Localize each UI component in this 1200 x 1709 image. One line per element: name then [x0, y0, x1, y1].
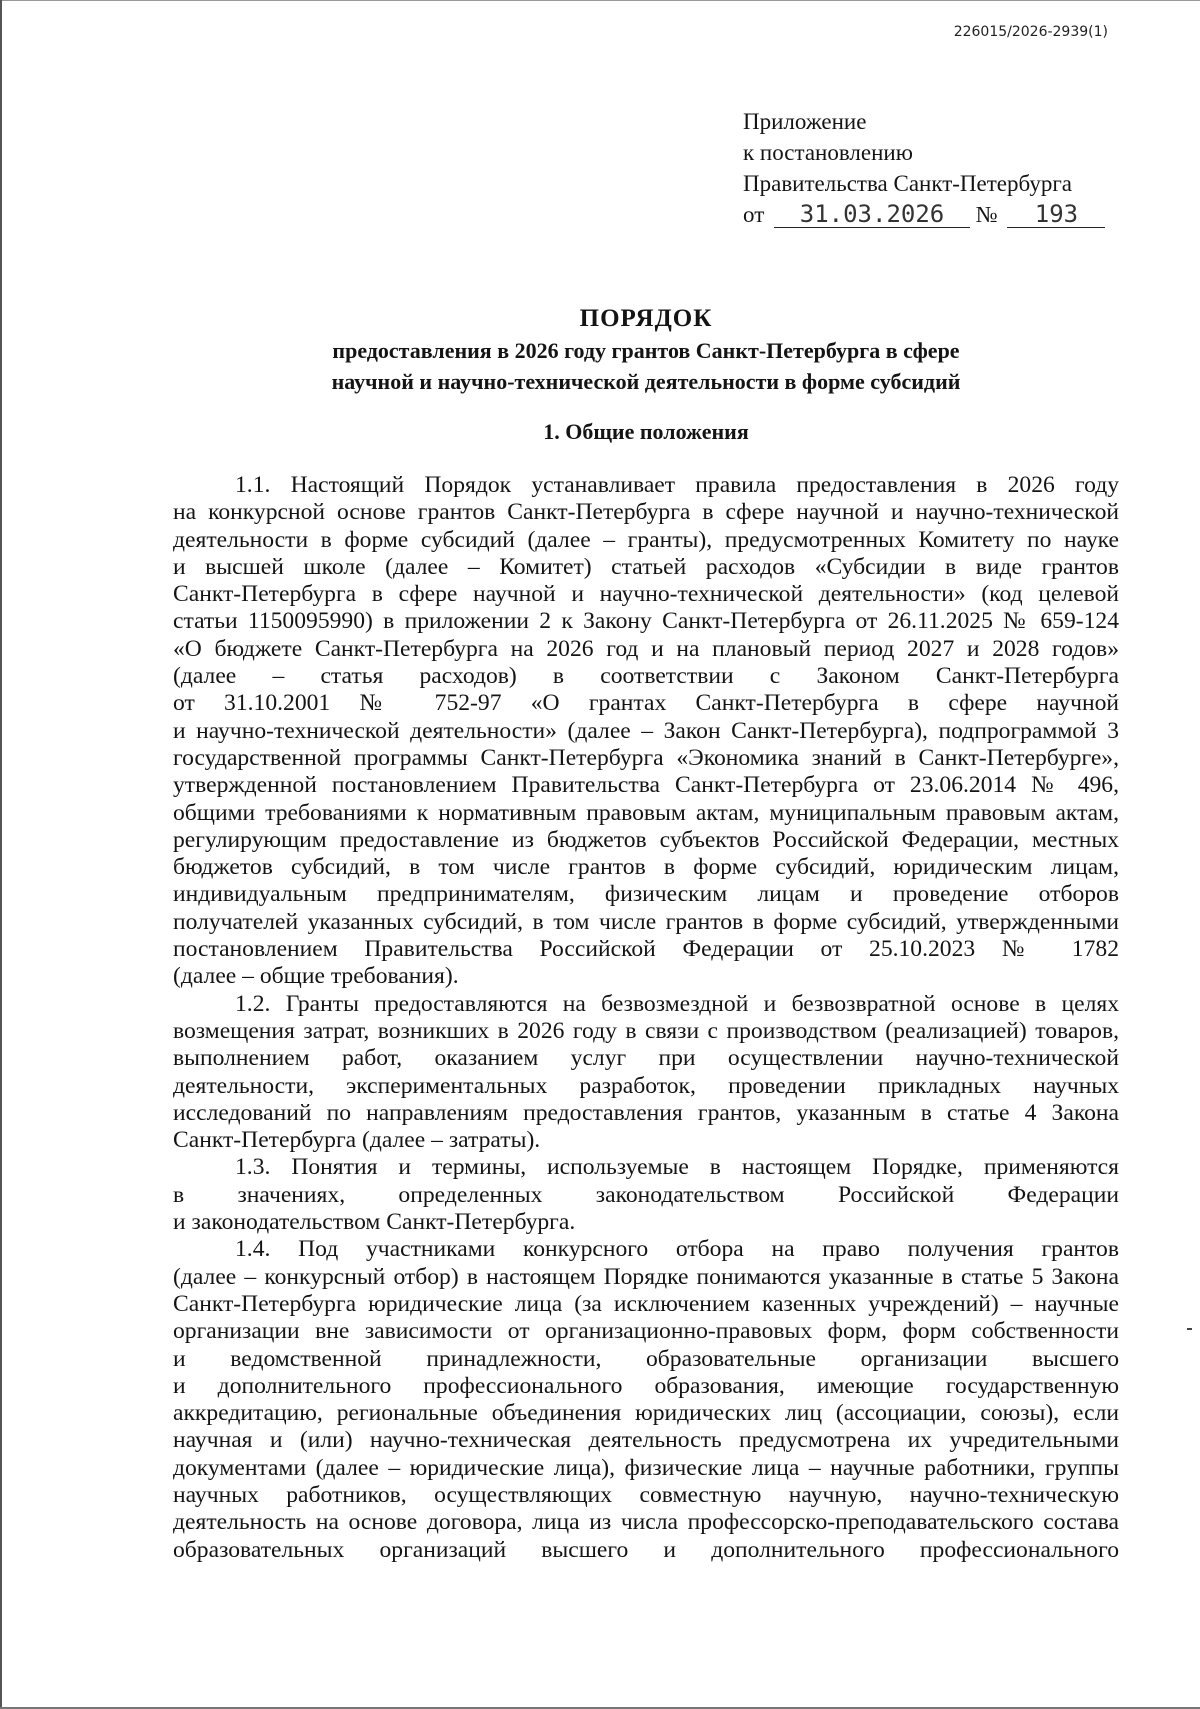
- title-main: ПОРЯДОК: [579, 305, 713, 332]
- body-line: и законодательством Санкт-Петербурга.: [173, 1209, 576, 1236]
- body-line: деятельности в форме субсидий (далее – гранты), предусмотренных Комитету по науке: [173, 526, 1119, 553]
- body-line: на конкурсной основе грантов Санкт-Петербурга в сфере научной и научно-технической: [173, 499, 1119, 526]
- body-line: (далее – статья расходов) в соответствии с Законом Санкт-Петербурга: [173, 663, 1119, 690]
- body-line: Санкт-Петербурга (далее – затраты).: [173, 1127, 541, 1154]
- body-line: общими требованиями к нормативным правовым актам, муниципальным правовым актам,: [173, 799, 1119, 826]
- date-field: 31.03.2026: [774, 201, 970, 228]
- body-line: Санкт-Петербурга в сфере научной и научно-технической деятельности» (код целевой: [173, 581, 1119, 608]
- body-line: (далее – конкурсный отбор) в настоящем Порядке понимаются указанные в статье 5 Закона: [173, 1263, 1119, 1290]
- body-line: 1.1. Настоящий Порядок устанавливает правила предоставления в 2026 году: [235, 472, 1119, 498]
- body-line: статьи 1150095990) в приложении 2 к Закону Санкт-Петербурга от 26.11.2025 № 659-124: [173, 608, 1119, 635]
- body-line: получателей указанных субсидий, в том числе грантов в форме субсидий, утвержденными: [173, 908, 1119, 935]
- body-line: государственной программы Санкт-Петербурга «Экономика знаний в Санкт-Петербурге»,: [173, 744, 1119, 771]
- scan-border-top: [0, 0, 1200, 1]
- body-line: бюджетов субсидий, в том числе грантов в форме субсидий, юридическим лицам,: [173, 854, 1119, 881]
- body-line: Санкт-Петербурга юридические лица (за исключением казенных учреждений) – научные: [173, 1290, 1119, 1317]
- body-line: научных работников, осуществляющих совместную научную, научно-техническую: [173, 1481, 1119, 1508]
- body-line: документами (далее – юридические лица), физические лица – научные работники, группы: [173, 1454, 1119, 1481]
- title-subtitle-line: научной и научно-технической деятельности в форме субсидий: [331, 369, 961, 394]
- body-line: «О бюджете Санкт-Петербурга на 2026 год и на плановый период 2027 и 2028 годов»: [173, 635, 1119, 662]
- body-line: и научно-технической деятельности» (далее – Закон Санкт-Петербурга), подпрограммой 3: [173, 717, 1119, 744]
- body-line: деятельность на основе договора, лица из числа профессорско-преподавательского состава: [173, 1509, 1119, 1536]
- number-sign: №: [975, 202, 998, 227]
- body-line: и высшей школе (далее – Комитет) статьей расходов «Субсидии в виде грантов: [173, 553, 1119, 580]
- body-line: и ведомственной принадлежности, образовательные организации высшего: [173, 1345, 1119, 1372]
- body-line: аккредитацию, региональные объединения юридических лиц (ассоциации, союзы), если: [173, 1400, 1119, 1427]
- body-line: индивидуальным предпринимателям, физическим лицам и проведение отборов: [173, 881, 1119, 908]
- date-prefix: от: [743, 202, 765, 227]
- body-line: 1.4. Под участниками конкурсного отбора на право получения грантов: [235, 1236, 1119, 1263]
- number-field: 193: [1007, 201, 1105, 228]
- body-line: организации вне зависимости от организационно-правовых форм, форм собственности: [173, 1318, 1119, 1345]
- body-line: и дополнительного профессионального образования, имеющие государственную: [173, 1372, 1119, 1399]
- body-line: исследований по направлениям предоставления грантов, указанным в статье 4 Закона: [173, 1099, 1119, 1126]
- scan-artifact-mark: [1187, 1328, 1192, 1330]
- approval-date-line: [743, 199, 1105, 230]
- body-line: утвержденной постановлением Правительства Санкт-Петербурга от 23.06.2014 № 496,: [173, 772, 1119, 799]
- body-line: 1.3. Понятия и термины, используемые в настоящем Порядке, применяются: [235, 1154, 1119, 1181]
- body-line: деятельности, экспериментальных разработок, проведении прикладных научных: [173, 1072, 1119, 1099]
- approval-line: к постановлению: [743, 140, 913, 165]
- approval-line: Правительства Санкт-Петербурга: [743, 171, 1072, 196]
- document-body: [173, 472, 1119, 1564]
- approval-line: Приложение: [743, 109, 867, 134]
- body-line: в значениях, определенных законодательством Российской Федерации: [173, 1181, 1119, 1208]
- section-heading: 1. Общие положения: [543, 419, 749, 444]
- document-registration-code: 226015/2026-2939(1): [953, 24, 1108, 40]
- body-line: образовательных организаций высшего и дополнительного профессионального: [173, 1536, 1119, 1563]
- scan-border-left: [0, 0, 2, 1709]
- body-line: (далее – общие требования).: [173, 963, 459, 990]
- document-title: [173, 303, 1119, 397]
- body-line: научная и (или) научно-техническая деятельность предусмотрена их учредительными: [173, 1427, 1119, 1454]
- body-line: постановлением Правительства Российской Федерации от 25.10.2023 № 1782: [173, 936, 1119, 963]
- body-line: выполнением работ, оказанием услуг при осуществлении научно-технической: [173, 1045, 1119, 1072]
- approval-block: [743, 106, 1105, 230]
- body-line: возмещения затрат, возникших в 2026 году в связи с производством (реализацией) товаров,: [173, 1017, 1119, 1044]
- body-line: 1.2. Гранты предоставляются на безвозмездной и безвозвратной основе в целях: [235, 990, 1119, 1017]
- title-subtitle-line: предоставления в 2026 году грантов Санкт-Петербурга в сфере: [332, 338, 960, 363]
- body-line: регулирующим предоставление из бюджетов субъектов Российской Федерации, местных: [173, 826, 1119, 853]
- body-line: от 31.10.2001 № 752-97 «О грантах Санкт-Петербурга в сфере научной: [173, 690, 1119, 717]
